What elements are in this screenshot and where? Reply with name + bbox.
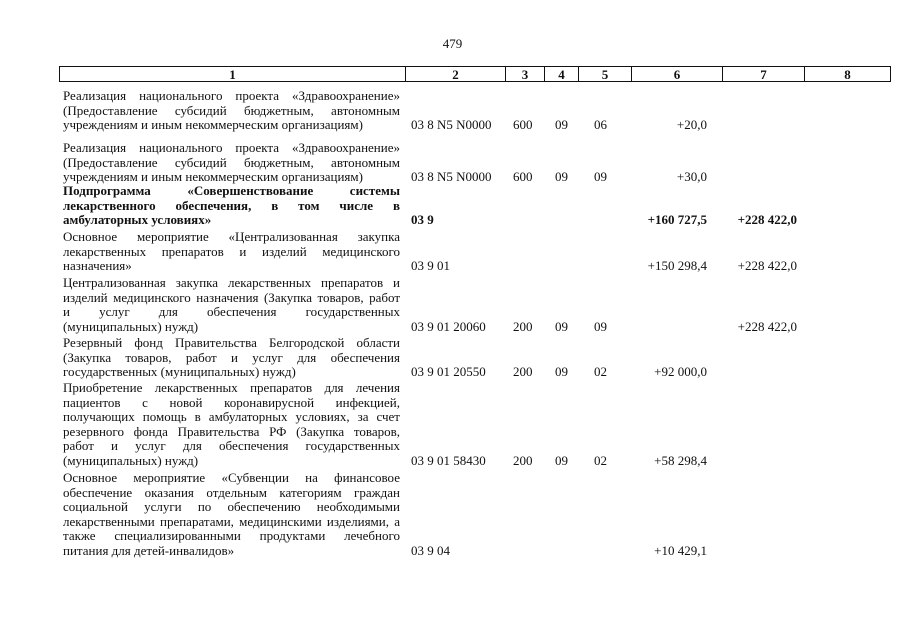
row-col-7: +228 422,0 bbox=[737, 318, 797, 334]
description-line: учреждениям и иным некоммерческим организациям) bbox=[63, 117, 363, 133]
description-line: лекарственного обеспечения, в том числе в bbox=[63, 197, 400, 213]
row-description bbox=[63, 89, 400, 133]
description-line: пациентов с новой коронавирусной инфекцией, bbox=[63, 394, 400, 410]
header-col-5: 5 bbox=[579, 67, 632, 81]
description-line: лекарственными препаратами, медицинскими изделиями, а bbox=[63, 513, 400, 529]
row-col-4: 09 bbox=[555, 169, 568, 185]
description-line: Подпрограмма «Совершенствование системы bbox=[63, 183, 400, 198]
row-description bbox=[63, 230, 400, 274]
row-col-4: 09 bbox=[555, 453, 568, 468]
row-col-4: 09 bbox=[555, 364, 568, 380]
row-col-3: 200 bbox=[513, 318, 533, 334]
header-col-3: 3 bbox=[506, 67, 545, 81]
row-col-6: +150 298,4 bbox=[647, 258, 707, 274]
description-line: назначения» bbox=[63, 258, 132, 274]
header-col-6: 6 bbox=[632, 67, 723, 81]
row-col-7: +228 422,0 bbox=[737, 258, 797, 274]
row-col-3: 600 bbox=[513, 117, 533, 133]
description-line: получающих помощь в амбулаторных условиях, за счет bbox=[63, 409, 400, 425]
row-col-3: 600 bbox=[513, 169, 533, 185]
row-col-6: +10 429,1 bbox=[654, 543, 707, 558]
description-line: питания для детей-инвалидов» bbox=[63, 542, 235, 558]
description-line: (муниципальных) нужд) bbox=[63, 452, 199, 468]
row-col-7: +228 422,0 bbox=[737, 212, 797, 228]
page-number: 479 bbox=[442, 36, 463, 51]
description-line: Реализация национального проекта «Здравоохранение» bbox=[63, 88, 400, 103]
row-code: 03 9 01 bbox=[411, 258, 450, 274]
description-line: (муниципальных) нужд) bbox=[63, 318, 199, 334]
row-description bbox=[63, 276, 400, 334]
description-line: и услуг для обеспечения государственных bbox=[63, 304, 400, 320]
description-line: Приобретение лекарственных препаратов для лечения bbox=[63, 380, 400, 395]
header-col-7: 7 bbox=[723, 67, 805, 81]
description-line: (Закупка товаров, работ и услуг для обеспечения bbox=[63, 349, 400, 365]
row-col-5: 06 bbox=[594, 117, 607, 133]
header-col-1: 1 bbox=[60, 67, 406, 81]
row-code: 03 9 04 bbox=[411, 543, 450, 558]
row-col-6: +58 298,4 bbox=[654, 453, 707, 468]
description-line: амбулаторных условиях» bbox=[63, 212, 212, 228]
row-code: 03 9 01 20060 bbox=[411, 318, 486, 334]
description-line: Централизованная закупка лекарственных препаратов и bbox=[63, 275, 400, 290]
row-code: 03 9 01 58430 bbox=[411, 453, 486, 468]
description-line: социальной услуги по обеспечению необходимыми bbox=[63, 499, 400, 515]
row-code: 03 8 N5 N0000 bbox=[411, 169, 492, 185]
row-col-6: +160 727,5 bbox=[647, 212, 707, 228]
row-col-3: 200 bbox=[513, 453, 533, 468]
row-col-5: 02 bbox=[594, 364, 607, 380]
description-line: (Предоставление субсидий бюджетным, автономным bbox=[63, 154, 400, 170]
row-description bbox=[63, 336, 400, 380]
header-col-2: 2 bbox=[406, 67, 506, 81]
description-line: Реализация национального проекта «Здравоохранение» bbox=[63, 140, 400, 155]
row-col-4: 09 bbox=[555, 117, 568, 133]
row-code: 03 9 01 20550 bbox=[411, 364, 486, 380]
description-line: также специализированными продуктами лечебного bbox=[63, 528, 400, 544]
row-col-3: 200 bbox=[513, 364, 533, 380]
row-description bbox=[63, 141, 400, 185]
description-line: лекарственных препаратов и изделий медицинского bbox=[63, 243, 400, 259]
description-line: учреждениям и иным некоммерческим организациям) bbox=[63, 169, 363, 185]
row-description bbox=[63, 381, 400, 469]
row-code: 03 9 bbox=[411, 212, 434, 228]
description-line: (Предоставление субсидий бюджетным, автономным bbox=[63, 102, 400, 118]
row-col-4: 09 bbox=[555, 318, 568, 334]
row-col-5: 02 bbox=[594, 453, 607, 468]
description-line: изделий медицинского назначения (Закупка товаров, работ bbox=[63, 289, 400, 305]
row-col-6: +92 000,0 bbox=[654, 364, 707, 380]
description-line: Основное мероприятие «Субвенции на финансовое bbox=[63, 470, 400, 485]
table-header bbox=[59, 66, 891, 82]
header-col-8: 8 bbox=[844, 67, 851, 82]
row-col-5: 09 bbox=[594, 169, 607, 185]
row-col-6: +30,0 bbox=[676, 169, 707, 185]
row-description bbox=[63, 471, 400, 559]
header-col-4: 4 bbox=[545, 67, 579, 81]
description-line: обеспечение оказания отдельным категориям граждан bbox=[63, 484, 400, 500]
row-col-5: 09 bbox=[594, 318, 607, 334]
description-line: резервного фонда Правительства РФ (Закупка товаров, bbox=[63, 423, 400, 439]
description-line: работ и услуг для обеспечения государственных bbox=[63, 438, 400, 454]
description-line: государственных (муниципальных) нужд) bbox=[63, 364, 296, 380]
row-description bbox=[63, 184, 400, 228]
description-line: Основное мероприятие «Централизованная закупка bbox=[63, 229, 400, 244]
description-line: Резервный фонд Правительства Белгородской области bbox=[63, 335, 400, 350]
row-code: 03 8 N5 N0000 bbox=[411, 117, 492, 133]
row-col-6: +20,0 bbox=[676, 117, 707, 133]
